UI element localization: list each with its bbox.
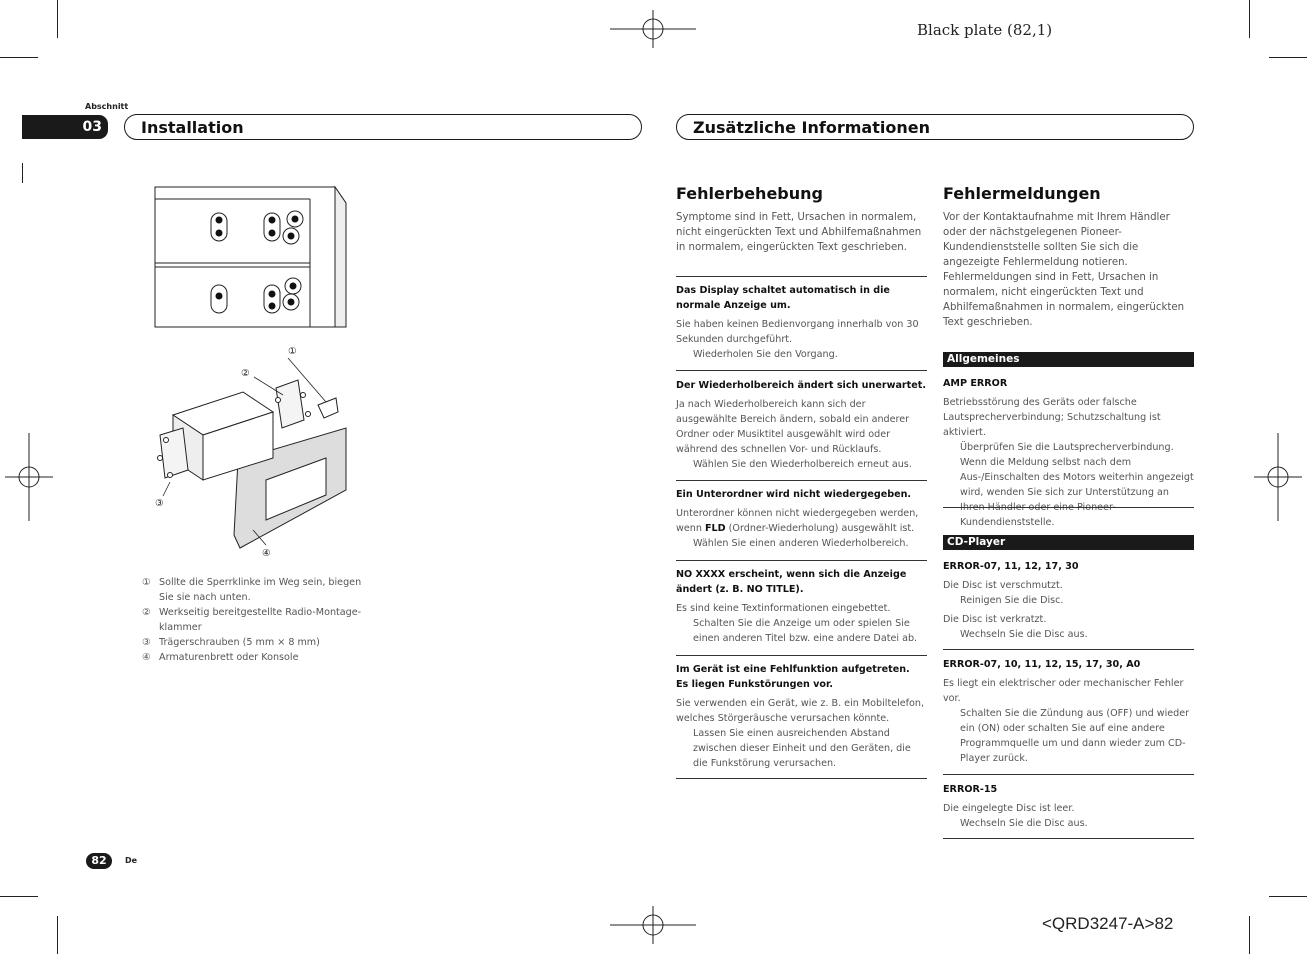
legend-num: ④ xyxy=(142,652,151,663)
section-title: Installation xyxy=(141,117,244,137)
mounting-bracket-figure xyxy=(150,185,352,330)
troubleshooting-item xyxy=(676,567,926,646)
errors-heading: Fehlermeldungen xyxy=(943,184,1101,203)
legend-text: Werkseitig bereitgestellte Radio-Montage- xyxy=(159,607,362,618)
symptom: Der Wiederholbereich ändert sich unerwartet. xyxy=(676,380,926,391)
callout-2: ② xyxy=(241,368,250,379)
cause xyxy=(676,506,926,536)
error-cause: Die eingelegte Disc ist leer. xyxy=(943,803,1075,814)
group-label: CD-Player xyxy=(947,536,1006,548)
error-cause: Die Disc ist verkratzt. xyxy=(943,614,1047,625)
remedy: Schalten Sie die Anzeige um oder spielen Sie einen anderen Titel bzw. eine andere Datei ab. xyxy=(693,618,918,644)
installation-figure xyxy=(148,340,358,565)
legend-text-cont: Sie sie nach unten. xyxy=(159,592,251,603)
document-code: <QRD3247-A>82 xyxy=(1042,914,1174,933)
section-number: 03 xyxy=(82,119,102,135)
error-remedy: Wechseln Sie die Disc aus. xyxy=(960,629,1088,640)
legend-text: Trägerschrauben (5 mm × 8 mm) xyxy=(159,637,320,648)
error-item xyxy=(943,782,1195,831)
section-number-badge xyxy=(22,115,108,139)
legend-num: ③ xyxy=(142,637,151,648)
remedy: Wählen Sie den Wiederholbereich erneut aus. xyxy=(693,459,912,470)
troubleshooting-item xyxy=(676,378,926,472)
error-title: ERROR-15 xyxy=(943,784,998,795)
error-cause: Betriebsstörung des Geräts oder falsche Lautsprecherverbindung; Schutzschaltung ist aktiviert. xyxy=(943,397,1161,438)
troubleshooting-intro: Symptome sind in Fett, Ursachen in normalem, nicht eingerückten Text und Abhilfemaßnahmen in normalem, eingerückten Text geschrieben. xyxy=(676,212,922,253)
cause: Ja nach Wiederholbereich kann sich der ausgewählte Bereich ändern, sobald ein anderer Ordner oder Musiktitel ausgewählt wird oder während des schnellen Vor- und Rücklaufs. xyxy=(676,399,910,455)
error-remedy: Schalten Sie die Zündung aus (OFF) und wieder ein (ON) oder schalten Sie auf eine andere Programmquelle um und dann wieder zum CD-Player zurück. xyxy=(960,708,1190,764)
legend-num: ① xyxy=(142,577,151,588)
error-item xyxy=(943,559,1195,642)
section-title-bar xyxy=(124,114,642,140)
symptom: NO XXXX erscheint, wenn sich die Anzeige ändert (z. B. NO TITLE). xyxy=(676,569,907,595)
error-cause: Es liegt ein elektrischer oder mechanischer Fehler vor. xyxy=(943,678,1184,704)
language-code: De xyxy=(125,856,138,865)
error-remedy: Wechseln Sie die Disc aus. xyxy=(960,818,1088,829)
legend-text: Armaturenbrett oder Konsole xyxy=(159,652,299,663)
cause: Sie verwenden ein Gerät, wie z. B. ein Mobiltelefon, welches Störgeräusche verursachen könnte. xyxy=(676,698,925,724)
remedy: Wiederholen Sie den Vorgang. xyxy=(693,349,838,360)
symptom: Das Display schaltet automatisch in die normale Anzeige um. xyxy=(676,285,890,311)
callout-3: ③ xyxy=(155,498,164,509)
legend-text: Sollte die Sperrklinke im Weg sein, biegen xyxy=(159,577,362,588)
troubleshooting-item xyxy=(676,662,926,771)
legend-text-cont: klammer xyxy=(159,622,202,633)
legend-item xyxy=(142,575,372,665)
right-title: Zusätzliche Informationen xyxy=(693,117,930,137)
error-title: ERROR-07, 10, 11, 12, 15, 17, 30, A0 xyxy=(943,659,1141,670)
cause: Es sind keine Textinformationen eingebettet. xyxy=(676,603,891,614)
error-item xyxy=(943,657,1195,766)
group-label: Allgemeines xyxy=(947,353,1020,365)
error-remedy: Überprüfen Sie die Lautsprecherverbindung. Wenn die Meldung selbst nach dem Aus-/Einschalten des Motors weiterhin angezeigt wird, wenden Sie sich zur Unterstützung an Kundendienststelle. xyxy=(960,442,1194,528)
right-title-bar xyxy=(676,114,1194,140)
errors-intro-2: Fehlermeldungen sind in Fett, Ursachen in normalem, nicht eingerückten Text und Abhilfemaßnahmen in normalem, eingerückten Text geschrieben. xyxy=(943,272,1185,328)
callout-4: ④ xyxy=(262,548,271,559)
group-bar-general xyxy=(943,352,1194,367)
cause: Sie haben keinen Bedienvorgang innerhalb von 30 Sekunden durchgeführt. xyxy=(676,319,919,345)
cause-post: (Ordner-Wiederholung) ausgewählt ist. xyxy=(725,523,915,534)
error-title: AMP ERROR xyxy=(943,378,1008,389)
error-remedy: Reinigen Sie die Disc. xyxy=(960,595,1064,606)
remedy: Wählen Sie einen anderen Wiederholbereich. xyxy=(693,538,909,549)
cause-keyword: FLD xyxy=(704,523,726,534)
symptom: Ein Unterordner wird nicht wiedergegeben. xyxy=(676,489,912,500)
plate-label: Black plate (82,1) xyxy=(917,21,1053,39)
group-bar-cd xyxy=(943,535,1194,550)
troubleshooting-heading: Fehlerbehebung xyxy=(676,184,823,203)
cause-pre: Unterordner können nicht wiedergegeben werden, wenn xyxy=(676,508,919,534)
remedy: Lassen Sie einen ausreichenden Abstand zwischen dieser Einheit und den Geräten, die die Funkstörung verursachen. xyxy=(693,728,911,769)
troubleshooting-item xyxy=(676,487,926,551)
symptom: Im Gerät ist eine Fehlfunktion aufgetreten. xyxy=(676,664,910,675)
errors-intro-1: Vor der Kontaktaufnahme mit Ihrem Händler oder der nächstgelegenen Pioneer-Kundendienststelle sollten Sie sich die angezeigte Fehlermeldung notieren. xyxy=(943,212,1170,268)
error-cause: Die Disc ist verschmutzt. xyxy=(943,580,1063,591)
troubleshooting-item xyxy=(676,283,926,362)
section-label: Abschnitt xyxy=(85,102,129,111)
callout-1: ① xyxy=(288,346,297,357)
legend-num: ② xyxy=(142,607,151,618)
page-number: 82 xyxy=(86,853,112,869)
error-title: ERROR-07, 11, 12, 17, 30 xyxy=(943,561,1079,572)
symptom-2: Es liegen Funkstörungen vor. xyxy=(676,679,834,690)
